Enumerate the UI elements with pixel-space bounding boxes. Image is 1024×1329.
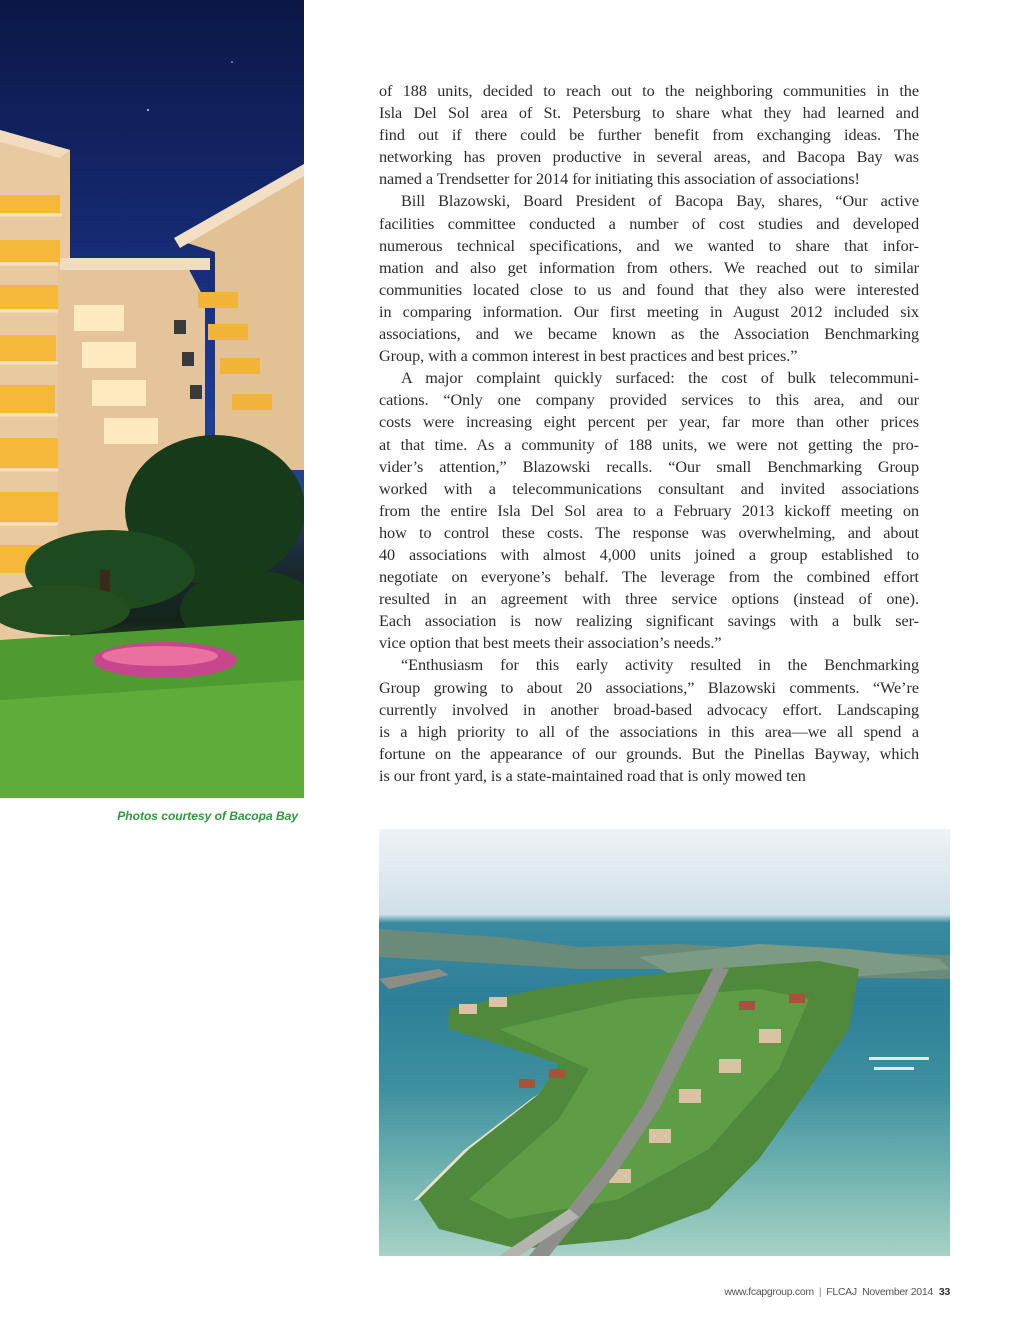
- page-number: 33: [938, 1286, 950, 1298]
- article-line: costs were increasing eight percent per year, far more than other prices: [379, 413, 919, 432]
- footer-publication: FLCAJ: [826, 1286, 857, 1298]
- photo-caption: Photos courtesy of Bacopa Bay: [117, 809, 298, 823]
- article-line: currently involved in another broad-based advocacy effort. Landscaping: [379, 700, 919, 719]
- article-line: Isla Del Sol area of St. Petersburg to share what they had learned and: [379, 104, 919, 123]
- article-line: cations. “Only one company provided services to this area, and our: [379, 391, 919, 410]
- article-line: vice option that best meets their association’s needs.”: [379, 634, 722, 653]
- footer-separator: |: [818, 1286, 822, 1298]
- article-line: 40 associations with almost 4,000 units joined a group established to: [379, 545, 919, 564]
- footer-issue: November 2014: [862, 1286, 933, 1298]
- footer-url: www.fcapgroup.com: [724, 1286, 814, 1298]
- article-line: named a Trendsetter for 2014 for initiating this association of associations!: [379, 170, 860, 189]
- article-line: Group, with a common interest in best practices and best prices.”: [379, 347, 798, 366]
- article-line: find out if there could be further benefit from exchanging ideas. The: [379, 126, 919, 145]
- article-line: from the entire Isla Del Sol area to a February 2013 kickoff meeting on: [379, 501, 919, 520]
- article-line: communities located close to us and found that they also were interested: [379, 280, 919, 299]
- article-line: mation and also get information from others. We reached out to similar: [379, 258, 919, 277]
- article-body: [379, 80, 919, 787]
- building-illustration: [0, 0, 304, 798]
- article-line: fortune on the appearance of our grounds. But the Pinellas Bayway, which: [379, 744, 919, 763]
- article-line: “Enthusiasm for this early activity resulted in the Benchmarking: [401, 656, 919, 675]
- article-line: numerous technical specifications, and we wanted to share that infor-: [379, 236, 919, 255]
- article-line: of 188 units, decided to reach out to the neighboring communities in the: [379, 82, 919, 100]
- aerial-illustration: [379, 829, 950, 1256]
- article-line: Each association is now realizing significant savings with a bulk ser-: [379, 612, 919, 631]
- article-line: vider’s attention,” Blazowski recalls. “Our small Benchmarking Group: [379, 457, 919, 476]
- article-line: in comparing information. Our first meeting in August 2012 included six: [379, 302, 919, 321]
- article-line: is our front yard, is a state-maintained road that is only mowed ten: [379, 766, 806, 785]
- article-line: Bill Blazowski, Board President of Bacopa Bay, shares, “Our active: [401, 192, 919, 211]
- article-line: worked with a telecommunications consultant and invited associations: [379, 479, 919, 498]
- article-line: is a high priority to all of the associations in this area—we all spend a: [379, 722, 919, 741]
- article-line: how to control these costs. The response was overwhelming, and about: [379, 523, 919, 542]
- page-footer: [724, 1286, 950, 1298]
- article-line: facilities committee conducted a number of cost studies and developed: [379, 214, 919, 233]
- article-line: Group growing to about 20 associations,” Blazowski comments. “We’re: [379, 678, 919, 697]
- building-night-photo: [0, 0, 304, 798]
- article-line: at that time. As a community of 188 units, we were not getting the pro-: [379, 435, 919, 454]
- article-line: A major complaint quickly surfaced: the cost of bulk telecommuni-: [401, 369, 919, 388]
- article-line: networking has proven productive in several areas, and Bacopa Bay was: [379, 148, 919, 167]
- article-line: resulted in an agreement with three service options (instead of one).: [379, 590, 919, 609]
- article-line: associations, and we became known as the Association Benchmarking: [379, 325, 919, 344]
- article-line: negotiate on everyone’s behalf. The leverage from the combined effort: [379, 568, 919, 587]
- aerial-photo: [379, 829, 950, 1256]
